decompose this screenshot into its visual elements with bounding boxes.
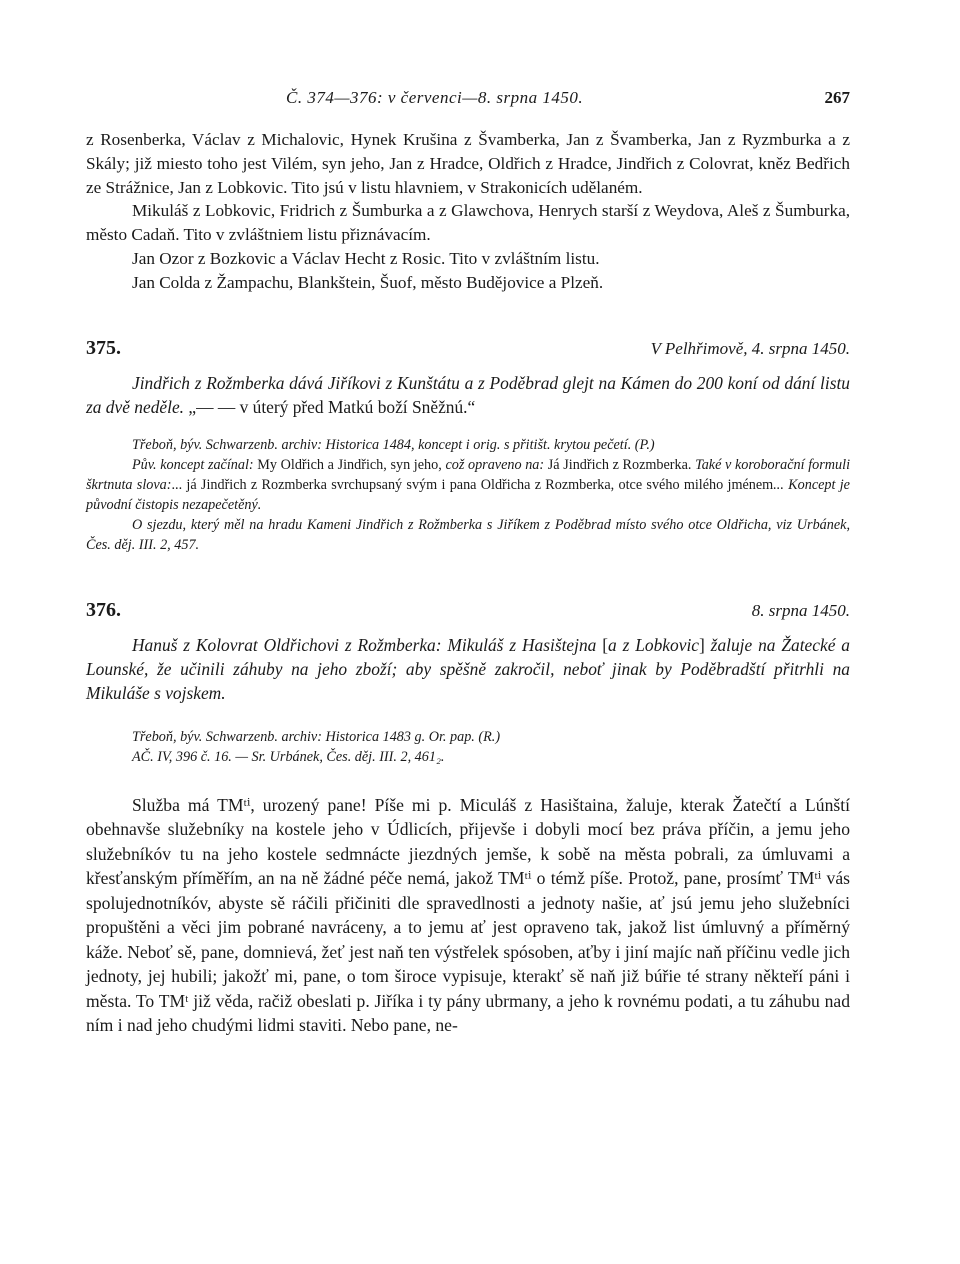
page-number: 267 <box>824 88 850 107</box>
note-plain-b: My Oldřich a Jindřich, syn jeho, <box>253 456 446 473</box>
note-italic-a: Pův. koncept začínal: <box>132 456 254 473</box>
bracket-close: ] <box>699 634 705 655</box>
note-italic-e: Také v koroborační formuli škrtnuta slova: <box>86 456 851 493</box>
regest-part-e: žaluje na Žatecké a Lounské, že učinili záhuby na jeho zboží; aby spěšně zakročil, neboť jinak by Poděbradští přitrhli na Mikuláše s vojskem. <box>86 634 851 703</box>
entry-375-source-notes <box>86 435 850 555</box>
document-page <box>86 88 850 1038</box>
entry-place-date: 8. srpna 1450. <box>751 600 850 620</box>
witness-paragraph-2: Mikuláš z Lobkovic, Fridrich z Šumburka a z Glawchova, Henrych starší z Weydova, Aleš z Šumburka, město Cadaň. Tito v zvláštniem listu přiznávacím. <box>86 201 850 245</box>
note-plain-d: Já Jindřich z Rozmberka. <box>544 456 696 473</box>
witness-paragraph-4: Jan Colda z Žampachu, Blankštein, Šuof, město Budějovice a Plzeň. <box>132 272 604 292</box>
source-note-literature: AČ. IV, 396 č. 16. — Sr. Urbánek, Čes. děj. III. 2, 461₂. <box>132 748 445 765</box>
regest-incipit: „— — v úterý před Matkú boží Sněžnú.“ <box>184 396 476 417</box>
entry-375-regest <box>86 371 850 419</box>
entry-376-regest <box>86 633 850 705</box>
bracket-open: [ <box>602 634 609 655</box>
entry-number: 375. <box>86 336 121 359</box>
note-plain-f: ... já Jindřich z Rozmberka svrchupsaný svým i pana Oldřicha z Rozmberka, otce svého milého jménem <box>171 476 774 493</box>
entry-376-letter-text: Služba má TMᵗⁱ, urozený pane! Píše mi p. Miculáš z Hasištaina, žaluje, kterak Žatečtí a Lúnští obehnavše služebníky na kostele jeho v Údlicích, přijevše i dobyli mocí bez práva příčin, a jemu jeho služebníkóv tu na jeho kostele sedmnácte jiezdných jemše, k sobě na města pobrali, za úmluvami a křesťanským příměřím, an na ně žádné péče nemá, jakož TMᵗⁱ o témž píše. Protož, pane, prosímť TMᵗⁱ vás spolujednotníkóv, abyste sě ráčili přičiniti dle spravedlnosti a jednoty našie, ať jsú jemu jeho služebníci propuštěni a věci jim pobrané navráceny, a to jemu ať jest opraveno tak, jakož list úmluvný a příměrný káže. Neboť sě, pane, domnievá, žeť jest naň ten výstřelek spósoben, aťby i jiní majíc naň příčinu vedle jich jednoty, jej hubili; jakožť mi, pane, o tom široce vypisuje, kterakť sě naň již búřie té strany někteří páni i města. To TMᵗ již věda, račiž obeslati p. Jiříka i ty pány ubrmany, a jeho k rovnému podati, a tu záhubu nad ním i nad jeho chudými lidmi staviti. Nebo pane, ne- <box>86 794 850 1036</box>
note-italic-c: což opraveno na: <box>445 456 545 473</box>
entry-376-heading <box>86 599 850 629</box>
source-note-literature: O sjezdu, který měl na hradu Kameni Jindřich z Rožmberka s Jiříkem z Poděbrad místo svého otce Oldřicha, viz Urbánek, Čes. děj. III. 2, 457. <box>86 516 850 553</box>
entry-place-date: V Pelhřimově, 4. srpna 1450. <box>650 338 850 358</box>
regest-text: Jindřich z Rožmberka dává Jiříkovi z Kunštátu a z Poděbrad glejt na Kámen do 200 koní od dání listu za dvě neděle. <box>86 372 850 417</box>
running-title: Č. 374—376: v červenci—8. srpna 1450. <box>286 88 584 107</box>
entry-375-heading <box>86 337 850 367</box>
note-italic-g: ... Koncept je původní čistopis nezapečetěný. <box>86 476 850 513</box>
witness-paragraph-3: Jan Ozor z Bozkovic a Václav Hecht z Rosic. Tito v zvláštním listu. <box>132 248 600 268</box>
entry-376-source-notes <box>86 727 850 767</box>
witness-paragraph-1: z Rosenberka, Václav z Michalovic, Hynek Krušina z Švamberka, Jan z Švamberka, Jan z Ryzmburka a z Skály; již miesto toho jest Vilém, syn jeho, Jan z Hradce, Oldřich z Hradce, Jindřich z Colovrat, kněz Bedřich ze Strážnice, Jan z Lobkovic. Tito jsú v listu hlavniem, v Strakonicích udělaném. <box>86 130 850 197</box>
regest-part-c: a z Lobkovic <box>608 634 699 655</box>
entry-number: 376. <box>86 598 121 621</box>
source-note-archive: Třeboň, býv. Schwarzenb. archiv: Historica 1483 g. Or. pap. (R.) <box>132 728 501 745</box>
source-note-archive: Třeboň, býv. Schwarzenb. archiv: Historica 1484, koncept i orig. s přitišt. krytou pečetí. (P.) <box>132 436 655 453</box>
page-header <box>86 88 850 114</box>
source-note-draft <box>86 455 850 515</box>
regest-part-a: Hanuš z Kolovrat Oldřichovi z Rožmberka: Mikuláš z Hasištejna <box>132 634 603 655</box>
